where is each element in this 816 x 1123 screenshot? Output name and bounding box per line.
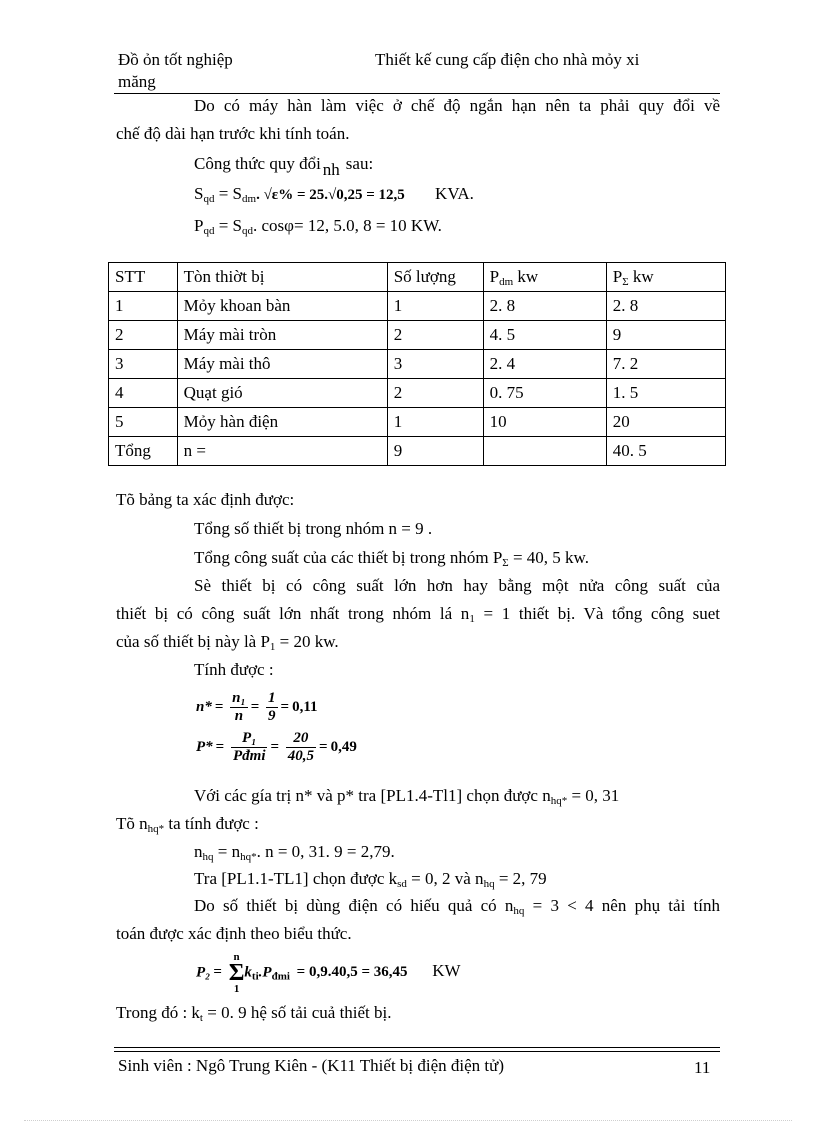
cell: 2 bbox=[109, 321, 178, 350]
body-line-8: Với các gía trị n* và p* tra [PL1.4-Tl1] chọn được $n_{hq*} = 0$, 31 bbox=[194, 786, 620, 807]
body-line-10: $n_{hq} = n_{hq*}$. n = 0, 31. 9 = 2,79. bbox=[194, 842, 395, 863]
cell: Mỏy hàn điện bbox=[177, 408, 387, 437]
intro-line-1: Do có máy hàn làm việc ở chế độ ngắn hạn nên ta phải quy đổi về bbox=[194, 96, 720, 115]
body-line-4: Sè thiết bị có công suất lớn hơn hay bằng một nửa công suất của bbox=[194, 576, 720, 595]
cell: 5 bbox=[109, 408, 178, 437]
cell: 4 bbox=[109, 379, 178, 408]
body-line-9: Tõ $n_{hq*}$ ta tính được : bbox=[116, 814, 259, 835]
cell: Máy mài thô bbox=[177, 350, 387, 379]
footer-rule-top bbox=[114, 1047, 720, 1048]
header-pdm: $P_{dm}$ kw bbox=[483, 263, 606, 292]
header-stt: STT bbox=[109, 263, 178, 292]
cell: 1 bbox=[109, 292, 178, 321]
body-line-11: Tra [PL1.1-TL1] chọn được $k_{sd} = 0$, 2 và $n_{hq} = 2$, 79 bbox=[194, 869, 547, 890]
footer-page-number: 11 bbox=[694, 1058, 711, 1077]
cell: 10 bbox=[483, 408, 606, 437]
cell: 3 bbox=[109, 350, 178, 379]
cell: 3 bbox=[387, 350, 483, 379]
equation-n-star: n* = $\frac{\text{n₁}}{n}$ = $\frac{1}{9}$ = 0,11 bbox=[196, 690, 318, 724]
cell: 4. 5 bbox=[483, 321, 606, 350]
cell: 9 bbox=[606, 321, 725, 350]
table-total-row bbox=[109, 437, 726, 466]
header-name: Tòn thiờt bị bbox=[177, 263, 387, 292]
cell: 2 bbox=[387, 321, 483, 350]
equation-p2: P₂ = n Σ $1k_{ti}.P_{đmi} = 0,9.40,5 = 36,45$ KW bbox=[196, 951, 461, 995]
cell: 9 bbox=[387, 437, 483, 466]
body-line-1: Tõ bảng ta xác định được: bbox=[116, 490, 295, 509]
footer-student: Sinh viên : Ngô Trung Kiên - (K11 Thiết bị điện điện tử) bbox=[118, 1056, 505, 1075]
pqd-formula: $P_{qd} = S_{qd}$. cosφ= 12, 5.0, 8 = 10 KW. bbox=[194, 216, 442, 237]
body-line-5: thiết bị có công suất lớn nhất trong nhóm lá $n_1 = 1$ thiết bị. Và tổng công suet bbox=[116, 604, 720, 625]
cell: 2. 4 bbox=[483, 350, 606, 379]
header-qty: Số lượng bbox=[387, 263, 483, 292]
cell: 0. 75 bbox=[483, 379, 606, 408]
header-rule bbox=[114, 93, 720, 94]
cell: Quạt gió bbox=[177, 379, 387, 408]
cell: 1. 5 bbox=[606, 379, 725, 408]
header-psum: $P_\Sigma$ kw bbox=[606, 263, 725, 292]
table-row bbox=[109, 350, 726, 379]
table-row bbox=[109, 292, 726, 321]
body-line-7: Tính được : bbox=[194, 660, 274, 679]
body-line-3: Tổng công suất của các thiết bị trong nhóm $P_\Sigma = 40$, 5 kw. bbox=[194, 548, 589, 569]
table-row bbox=[109, 321, 726, 350]
header-right-title: Thiết kế cung cấp điện cho nhà mỏy xi bbox=[375, 50, 640, 69]
formula-label: Công thức quy đổi nh sau: bbox=[194, 154, 374, 179]
header-title-wrap: măng bbox=[118, 72, 156, 91]
cell: Mỏy khoan bàn bbox=[177, 292, 387, 321]
cell: Tổng bbox=[109, 437, 178, 466]
cell: 2. 8 bbox=[606, 292, 725, 321]
page-edge-dots bbox=[24, 1120, 792, 1121]
sqd-formula: $S_{qd} = S_{dm}$. √ε% = 25.√0,25 = 12,5 KVA. bbox=[194, 184, 474, 205]
table-header-row bbox=[109, 263, 726, 292]
body-line-14: Trong đó : $k_t = 0$. 9 hệ số tải cuả thiết bị. bbox=[116, 1003, 392, 1024]
footer-rule-bottom bbox=[114, 1051, 720, 1052]
cell: 7. 2 bbox=[606, 350, 725, 379]
cell: n = bbox=[177, 437, 387, 466]
body-line-12: Do số thiết bị dùng điện có hiếu quả có $n_{hq} = 3 < 4$ nên phụ tải tính bbox=[194, 896, 720, 917]
cell: 1 bbox=[387, 408, 483, 437]
equation-p-star: P* = $\frac{\text{P₁}}{\text{Pđmi}}$ = $\frac{20}{40,5}$ = 0,49 bbox=[196, 730, 357, 764]
body-line-6: của số thiết bị này là $P_1 = 20$ kw. bbox=[116, 632, 339, 653]
cell: 2 bbox=[387, 379, 483, 408]
cell bbox=[483, 437, 606, 466]
intro-line-2: chế độ dài hạn trước khi tính toán. bbox=[116, 124, 350, 143]
cell: Máy mài tròn bbox=[177, 321, 387, 350]
cell: 2. 8 bbox=[483, 292, 606, 321]
table-row bbox=[109, 408, 726, 437]
cell: 1 bbox=[387, 292, 483, 321]
cell: 40. 5 bbox=[606, 437, 725, 466]
body-line-13: toán được xác định theo biểu thức. bbox=[116, 924, 352, 943]
body-line-2: Tổng số thiết bị trong nhóm n = 9 . bbox=[194, 519, 433, 538]
equipment-table bbox=[108, 262, 726, 466]
header-left-title: Đồ ỏn tốt nghiệp bbox=[118, 50, 233, 69]
table-row bbox=[109, 379, 726, 408]
cell: 20 bbox=[606, 408, 725, 437]
